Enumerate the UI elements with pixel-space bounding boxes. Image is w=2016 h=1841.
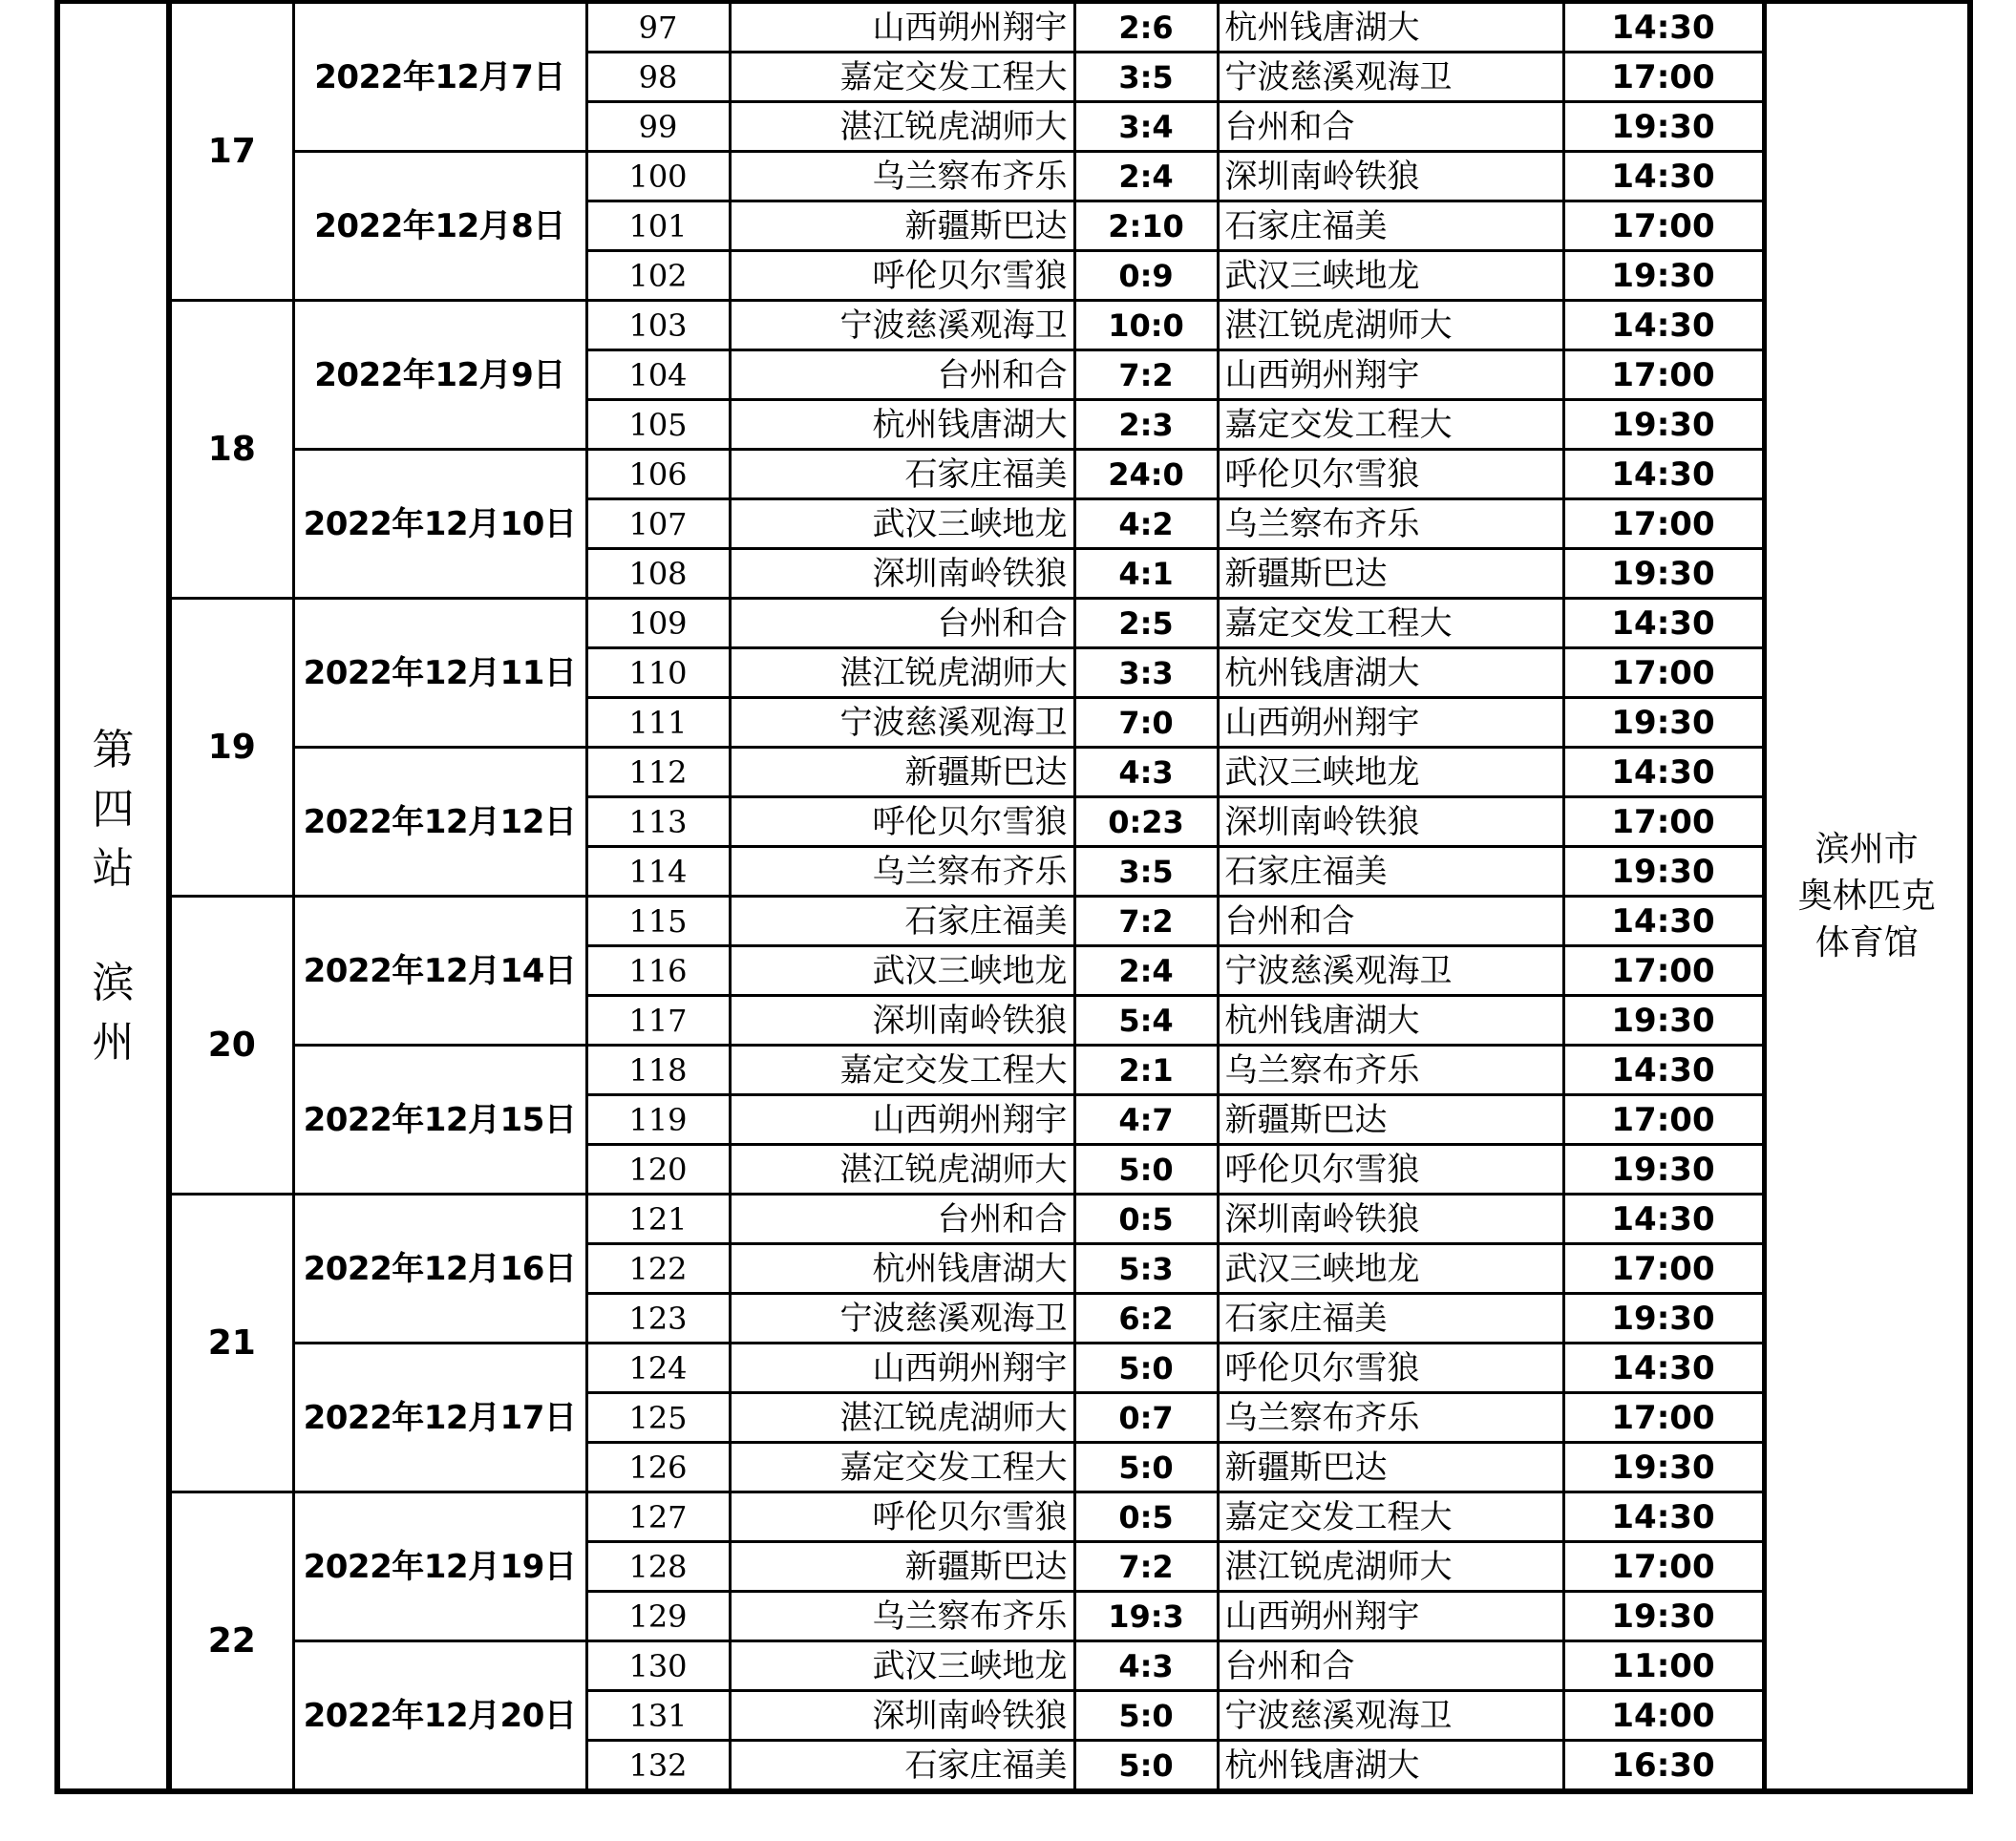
home-team: 山西朔州翔宇: [730, 1344, 1074, 1393]
match-time: 16:30: [1563, 1741, 1764, 1792]
match-time: 14:30: [1563, 1344, 1764, 1393]
match-number: 131: [586, 1691, 730, 1741]
match-time: 17:00: [1563, 1244, 1764, 1294]
away-team: 武汉三峡地龙: [1218, 1244, 1563, 1294]
match-score: 7:2: [1074, 1542, 1218, 1592]
match-date: 2022年12月11日: [293, 599, 586, 748]
home-team: 杭州钱唐湖大: [730, 400, 1074, 450]
home-team: 呼伦贝尔雪狼: [730, 1492, 1074, 1542]
match-row: [57, 152, 1970, 201]
match-score: 0:7: [1074, 1393, 1218, 1443]
home-team: 深圳南岭铁狼: [730, 996, 1074, 1046]
match-time: 14:30: [1563, 897, 1764, 946]
home-team: 湛江锐虎湖师大: [730, 648, 1074, 698]
match-score: 3:5: [1074, 847, 1218, 897]
away-team: 宁波慈溪观海卫: [1218, 53, 1563, 102]
home-team: 呼伦贝尔雪狼: [730, 251, 1074, 301]
match-number: 100: [586, 152, 730, 201]
match-number: 109: [586, 599, 730, 648]
match-number: 124: [586, 1344, 730, 1393]
match-number: 104: [586, 350, 730, 400]
home-team: 深圳南岭铁狼: [730, 549, 1074, 599]
away-team: 新疆斯巴达: [1218, 1095, 1563, 1145]
home-team: 乌兰察布齐乐: [730, 152, 1074, 201]
match-number: 119: [586, 1095, 730, 1145]
away-team: 乌兰察布齐乐: [1218, 1393, 1563, 1443]
match-date: 2022年12月14日: [293, 897, 586, 1046]
match-score: 2:5: [1074, 599, 1218, 648]
match-row: [57, 450, 1970, 499]
match-score: 6:2: [1074, 1294, 1218, 1344]
round-number: 22: [169, 1492, 293, 1792]
away-team: 嘉定交发工程大: [1218, 599, 1563, 648]
round-number: 19: [169, 599, 293, 897]
match-time: 17:00: [1563, 350, 1764, 400]
match-row: [57, 301, 1970, 350]
match-time: 14:30: [1563, 748, 1764, 797]
away-team: 乌兰察布齐乐: [1218, 499, 1563, 549]
away-team: 山西朔州翔宇: [1218, 698, 1563, 748]
home-team: 武汉三峡地龙: [730, 499, 1074, 549]
home-team: 石家庄福美: [730, 450, 1074, 499]
match-score: 10:0: [1074, 301, 1218, 350]
round-number: 21: [169, 1195, 293, 1492]
home-team: 石家庄福美: [730, 1741, 1074, 1792]
home-team: 湛江锐虎湖师大: [730, 1393, 1074, 1443]
away-team: 乌兰察布齐乐: [1218, 1046, 1563, 1095]
away-team: 山西朔州翔宇: [1218, 1592, 1563, 1641]
match-number: 117: [586, 996, 730, 1046]
home-team: 嘉定交发工程大: [730, 53, 1074, 102]
stage-gap: [60, 899, 166, 954]
match-time: 14:30: [1563, 1492, 1764, 1542]
match-number: 118: [586, 1046, 730, 1095]
away-team: 呼伦贝尔雪狼: [1218, 450, 1563, 499]
match-time: 19:30: [1563, 847, 1764, 897]
match-score: 7:2: [1074, 897, 1218, 946]
away-team: 湛江锐虎湖师大: [1218, 1542, 1563, 1592]
match-number: 97: [586, 1, 730, 53]
stage-label: [57, 1, 169, 1791]
match-score: 7:2: [1074, 350, 1218, 400]
match-time: 19:30: [1563, 1592, 1764, 1641]
away-team: 呼伦贝尔雪狼: [1218, 1344, 1563, 1393]
home-team: 石家庄福美: [730, 897, 1074, 946]
away-team: 嘉定交发工程大: [1218, 1492, 1563, 1542]
match-score: 4:3: [1074, 1641, 1218, 1691]
home-team: 呼伦贝尔雪狼: [730, 797, 1074, 847]
match-number: 105: [586, 400, 730, 450]
match-time: 17:00: [1563, 946, 1764, 996]
away-team: 石家庄福美: [1218, 201, 1563, 251]
match-score: 2:10: [1074, 201, 1218, 251]
match-number: 113: [586, 797, 730, 847]
match-time: 17:00: [1563, 648, 1764, 698]
home-team: 深圳南岭铁狼: [730, 1691, 1074, 1741]
match-number: 107: [586, 499, 730, 549]
home-team: 杭州钱唐湖大: [730, 1244, 1074, 1294]
match-time: 14:30: [1563, 1, 1764, 53]
match-score: 5:3: [1074, 1244, 1218, 1294]
match-score: 3:3: [1074, 648, 1218, 698]
match-number: 106: [586, 450, 730, 499]
match-score: 3:5: [1074, 53, 1218, 102]
home-team: 宁波慈溪观海卫: [730, 698, 1074, 748]
schedule-table: [54, 0, 1973, 1794]
away-team: 台州和合: [1218, 1641, 1563, 1691]
match-time: 17:00: [1563, 53, 1764, 102]
away-team: 台州和合: [1218, 102, 1563, 152]
away-team: 杭州钱唐湖大: [1218, 996, 1563, 1046]
match-row: [57, 599, 1970, 648]
match-time: 11:00: [1563, 1641, 1764, 1691]
match-time: 14:30: [1563, 450, 1764, 499]
match-time: 19:30: [1563, 1443, 1764, 1492]
away-team: 深圳南岭铁狼: [1218, 152, 1563, 201]
match-time: 19:30: [1563, 698, 1764, 748]
match-score: 4:1: [1074, 549, 1218, 599]
away-team: 杭州钱唐湖大: [1218, 1, 1563, 53]
match-score: 4:3: [1074, 748, 1218, 797]
match-time: 19:30: [1563, 1145, 1764, 1195]
match-number: 101: [586, 201, 730, 251]
match-number: 98: [586, 53, 730, 102]
match-number: 111: [586, 698, 730, 748]
match-date: 2022年12月15日: [293, 1046, 586, 1195]
away-team: 深圳南岭铁狼: [1218, 1195, 1563, 1244]
away-team: 新疆斯巴达: [1218, 1443, 1563, 1492]
match-number: 121: [586, 1195, 730, 1244]
away-team: 嘉定交发工程大: [1218, 400, 1563, 450]
match-row: [57, 1641, 1970, 1691]
away-team: 山西朔州翔宇: [1218, 350, 1563, 400]
home-team: 台州和合: [730, 599, 1074, 648]
match-score: 3:4: [1074, 102, 1218, 152]
away-team: 湛江锐虎湖师大: [1218, 301, 1563, 350]
away-team: 宁波慈溪观海卫: [1218, 1691, 1563, 1741]
round-number: 20: [169, 897, 293, 1195]
home-team: 山西朔州翔宇: [730, 1, 1074, 53]
match-row: [57, 897, 1970, 946]
match-number: 116: [586, 946, 730, 996]
away-team: 深圳南岭铁狼: [1218, 797, 1563, 847]
match-number: 129: [586, 1592, 730, 1641]
match-date: 2022年12月10日: [293, 450, 586, 599]
match-score: 5:4: [1074, 996, 1218, 1046]
match-number: 115: [586, 897, 730, 946]
home-team: 武汉三峡地龙: [730, 946, 1074, 996]
match-score: 0:9: [1074, 251, 1218, 301]
round-number: 18: [169, 301, 293, 599]
match-time: 19:30: [1563, 1294, 1764, 1344]
match-time: 14:30: [1563, 599, 1764, 648]
match-row: [57, 1, 1970, 53]
home-team: 宁波慈溪观海卫: [730, 301, 1074, 350]
match-number: 128: [586, 1542, 730, 1592]
match-date: 2022年12月19日: [293, 1492, 586, 1641]
match-date: 2022年12月17日: [293, 1344, 586, 1492]
match-score: 2:3: [1074, 400, 1218, 450]
match-time: 14:30: [1563, 152, 1764, 201]
away-team: 杭州钱唐湖大: [1218, 1741, 1563, 1792]
round-number: 17: [169, 1, 293, 301]
match-time: 17:00: [1563, 1542, 1764, 1592]
home-team: 乌兰察布齐乐: [730, 847, 1074, 897]
schedule-body: [57, 1, 1970, 1791]
match-number: 127: [586, 1492, 730, 1542]
match-row: [57, 1046, 1970, 1095]
match-time: 17:00: [1563, 1095, 1764, 1145]
home-team: 武汉三峡地龙: [730, 1641, 1074, 1691]
match-number: 122: [586, 1244, 730, 1294]
away-team: 宁波慈溪观海卫: [1218, 946, 1563, 996]
match-date: 2022年12月7日: [293, 1, 586, 152]
match-time: 19:30: [1563, 996, 1764, 1046]
match-number: 99: [586, 102, 730, 152]
match-time: 14:00: [1563, 1691, 1764, 1741]
away-team: 石家庄福美: [1218, 847, 1563, 897]
home-team: 台州和合: [730, 350, 1074, 400]
home-team: 湛江锐虎湖师大: [730, 102, 1074, 152]
match-score: 0:23: [1074, 797, 1218, 847]
match-score: 0:5: [1074, 1195, 1218, 1244]
match-score: 4:7: [1074, 1095, 1218, 1145]
away-team: 新疆斯巴达: [1218, 549, 1563, 599]
home-team: 乌兰察布齐乐: [730, 1592, 1074, 1641]
venue-line: 滨州市: [1814, 830, 1919, 869]
match-row: [57, 1492, 1970, 1542]
home-team: 湛江锐虎湖师大: [730, 1145, 1074, 1195]
match-score: 2:4: [1074, 946, 1218, 996]
match-score: 5:0: [1074, 1344, 1218, 1393]
match-score: 5:0: [1074, 1145, 1218, 1195]
stage-city: 滨州: [92, 958, 135, 1067]
match-number: 130: [586, 1641, 730, 1691]
home-team: 新疆斯巴达: [730, 748, 1074, 797]
match-score: 19:3: [1074, 1592, 1218, 1641]
match-score: 0:5: [1074, 1492, 1218, 1542]
match-number: 132: [586, 1741, 730, 1792]
match-number: 110: [586, 648, 730, 698]
match-row: [57, 1195, 1970, 1244]
match-number: 114: [586, 847, 730, 897]
match-number: 102: [586, 251, 730, 301]
venue-line: 体育馆: [1814, 923, 1919, 963]
match-date: 2022年12月12日: [293, 748, 586, 897]
match-score: 2:4: [1074, 152, 1218, 201]
away-team: 台州和合: [1218, 897, 1563, 946]
match-score: 5:0: [1074, 1691, 1218, 1741]
venue-line: 奥林匹克: [1797, 877, 1936, 916]
match-number: 112: [586, 748, 730, 797]
match-score: 4:2: [1074, 499, 1218, 549]
home-team: 台州和合: [730, 1195, 1074, 1244]
match-time: 14:30: [1563, 1046, 1764, 1095]
venue-label: [1764, 1, 1970, 1791]
home-team: 嘉定交发工程大: [730, 1046, 1074, 1095]
away-team: 石家庄福美: [1218, 1294, 1563, 1344]
match-time: 19:30: [1563, 102, 1764, 152]
match-time: 14:30: [1563, 1195, 1764, 1244]
away-team: 武汉三峡地龙: [1218, 251, 1563, 301]
match-date: 2022年12月9日: [293, 301, 586, 450]
match-time: 17:00: [1563, 201, 1764, 251]
match-score: 5:0: [1074, 1741, 1218, 1792]
match-time: 14:30: [1563, 301, 1764, 350]
match-date: 2022年12月16日: [293, 1195, 586, 1344]
match-score: 5:0: [1074, 1443, 1218, 1492]
match-row: [57, 748, 1970, 797]
home-team: 新疆斯巴达: [730, 201, 1074, 251]
home-team: 山西朔州翔宇: [730, 1095, 1074, 1145]
match-score: 2:6: [1074, 1, 1218, 53]
away-team: 武汉三峡地龙: [1218, 748, 1563, 797]
match-date: 2022年12月8日: [293, 152, 586, 301]
match-time: 19:30: [1563, 251, 1764, 301]
match-score: 2:1: [1074, 1046, 1218, 1095]
match-number: 120: [586, 1145, 730, 1195]
match-row: [57, 1344, 1970, 1393]
away-team: 呼伦贝尔雪狼: [1218, 1145, 1563, 1195]
match-number: 125: [586, 1393, 730, 1443]
match-number: 126: [586, 1443, 730, 1492]
match-time: 19:30: [1563, 549, 1764, 599]
match-number: 103: [586, 301, 730, 350]
home-team: 宁波慈溪观海卫: [730, 1294, 1074, 1344]
stage-name: 第四站: [92, 725, 135, 893]
match-score: 24:0: [1074, 450, 1218, 499]
match-time: 17:00: [1563, 499, 1764, 549]
away-team: 杭州钱唐湖大: [1218, 648, 1563, 698]
match-time: 19:30: [1563, 400, 1764, 450]
match-number: 123: [586, 1294, 730, 1344]
home-team: 新疆斯巴达: [730, 1542, 1074, 1592]
match-number: 108: [586, 549, 730, 599]
match-date: 2022年12月20日: [293, 1641, 586, 1792]
match-score: 7:0: [1074, 698, 1218, 748]
home-team: 嘉定交发工程大: [730, 1443, 1074, 1492]
match-time: 17:00: [1563, 1393, 1764, 1443]
match-time: 17:00: [1563, 797, 1764, 847]
